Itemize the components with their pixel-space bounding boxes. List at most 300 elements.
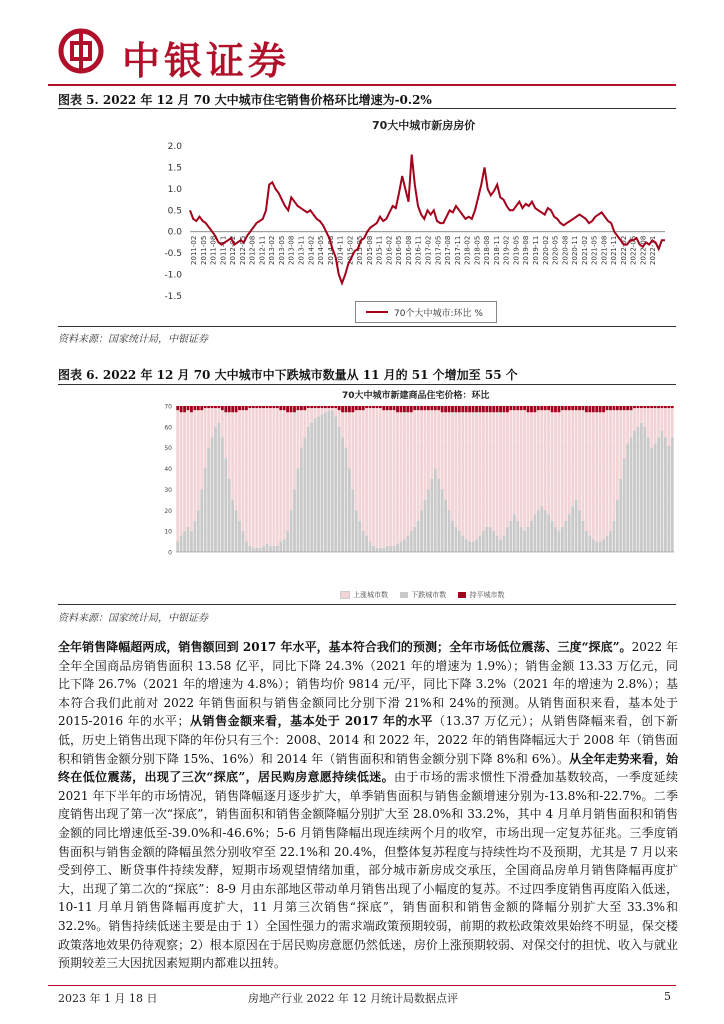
bar-down [272, 546, 275, 552]
bar-down [235, 510, 238, 552]
bar-up [331, 408, 334, 410]
bar-flat [272, 406, 275, 408]
bar-up [516, 410, 519, 521]
y-tick-label: 40 [164, 466, 172, 474]
bar-flat [537, 406, 540, 410]
bar-flat [585, 406, 588, 412]
bar-flat [400, 406, 403, 412]
bar-flat [602, 406, 605, 412]
bar-flat [331, 406, 334, 408]
bar-up [551, 412, 554, 520]
x-tick-label: 2012-08 [248, 235, 257, 265]
bar-up [341, 412, 344, 437]
bar-down [595, 542, 598, 552]
bar-up [207, 408, 210, 448]
bar-down [513, 514, 516, 552]
bar-down [540, 506, 543, 552]
bar-down [606, 535, 609, 552]
bar-down [190, 531, 193, 552]
bar-up [571, 410, 574, 506]
bar-up [279, 410, 282, 541]
bar-flat [259, 406, 262, 408]
bar-down [221, 437, 224, 552]
x-tick-label: 2014-11 [336, 235, 345, 265]
bar-down [472, 542, 475, 552]
bar-flat [616, 406, 619, 410]
legend-label-flat: 持平城市数 [469, 591, 505, 599]
bar-down [406, 535, 409, 552]
bar-up [606, 410, 609, 535]
bar-down [231, 500, 234, 552]
bar-up [657, 408, 660, 437]
bar-flat [382, 406, 385, 410]
bar-down [571, 506, 574, 552]
bar-flat [197, 406, 200, 410]
bar-down [242, 531, 245, 552]
x-tick-label: 2020-08 [561, 235, 570, 265]
y-tick-label: 0.5 [167, 206, 182, 217]
bar-flat [520, 406, 523, 410]
bar-flat [303, 406, 306, 410]
bar-down [259, 548, 262, 552]
x-tick-label: 2015-05 [356, 235, 365, 265]
bar-flat [503, 406, 506, 412]
x-tick-label: 2012-11 [258, 235, 267, 265]
x-tick-label: 2013-05 [277, 235, 286, 265]
bar-flat [551, 406, 554, 412]
bar-up [183, 412, 186, 531]
bar-down [448, 510, 451, 552]
bar-up [351, 412, 354, 489]
bar-down [547, 514, 550, 552]
y-tick-label: -1.5 [164, 292, 182, 302]
bar-down [283, 539, 286, 552]
bar-flat [657, 406, 660, 408]
bar-up [235, 412, 238, 510]
legend-item-flat [458, 590, 504, 600]
bar-down [300, 448, 303, 552]
bar-up [317, 408, 320, 416]
bar-down [650, 448, 653, 552]
bar-flat [558, 406, 561, 412]
bar-down [623, 458, 626, 552]
bar-down [461, 535, 464, 552]
bar-down [400, 542, 403, 552]
bar-flat [643, 406, 646, 408]
bar-down [266, 544, 269, 552]
bar-down [654, 444, 657, 552]
legend-label-up: 上涨城市数 [353, 591, 388, 599]
bar-down [396, 544, 399, 552]
bar-flat [496, 406, 499, 412]
bar-down [413, 527, 416, 552]
bar-flat [588, 406, 591, 412]
bar-down [362, 531, 365, 552]
bar-flat [276, 406, 279, 408]
figure6-bottom-rule [58, 604, 676, 605]
bar-up [592, 412, 595, 539]
bar-flat [204, 406, 207, 408]
figure5-title: 图表 5. 2022 年 12 月 70 大中城市住宅销售价格环比增速为-0.2% [58, 93, 432, 107]
x-tick-label: 2018-11 [492, 235, 501, 265]
bar-flat [667, 406, 670, 408]
bar-down [417, 521, 420, 552]
bar-flat [293, 406, 296, 412]
bar-flat [575, 406, 578, 410]
x-tick-label: 2015-08 [365, 235, 374, 265]
bar-up [197, 410, 200, 510]
bar-up [633, 408, 636, 431]
bar-up [506, 412, 509, 527]
bar-flat [266, 406, 269, 408]
bar-flat [619, 406, 622, 410]
bar-flat [376, 406, 379, 408]
bar-down [420, 510, 423, 552]
x-tick-label: 2016-08 [404, 235, 413, 265]
bar-flat [612, 406, 615, 410]
bar-up [441, 412, 444, 489]
bar-flat [633, 406, 636, 408]
bar-down [619, 479, 622, 552]
x-tick-label: 2020-11 [571, 235, 580, 265]
bar-up [530, 412, 533, 520]
bar-flat [547, 406, 550, 410]
bar-up [503, 412, 506, 535]
bar-up [424, 410, 427, 500]
bar-down [609, 531, 612, 552]
footer-date: 2023 年 1 月 18 日 [58, 992, 158, 1005]
bar-up [558, 412, 561, 531]
bar-flat [231, 406, 234, 412]
bar-flat [630, 406, 633, 410]
bar-flat [242, 406, 245, 410]
bar-down [348, 469, 351, 552]
bar-up [372, 408, 375, 546]
bar-down [276, 546, 279, 552]
bar-up [272, 408, 275, 546]
bar-up [214, 408, 217, 427]
y-tick-label: -1.0 [164, 270, 182, 281]
bar-down [248, 546, 251, 552]
bar-flat [582, 406, 585, 410]
x-tick-label: 2016-11 [414, 235, 423, 265]
bar-down [485, 527, 488, 552]
bar-up [437, 410, 440, 479]
bar-flat [472, 406, 475, 412]
bar-down [554, 527, 557, 552]
bar-up [238, 410, 241, 521]
bar-up [465, 412, 468, 539]
bar-up [300, 410, 303, 448]
bar-down [640, 423, 643, 552]
bar-flat [403, 406, 406, 412]
bar-down [544, 510, 547, 552]
bar-flat [255, 406, 258, 408]
bar-up [242, 410, 245, 531]
bar-down [393, 546, 396, 552]
body-text-1: 2022 年全年全国商品房销售面积 13.58 亿平，同比下降 24.3%（2021 年的增速为 1.9%）；销售金额 13.33 万亿元，同比下降 26.7%（2021 年的增速为 4.8%）；销售均价 9814 元/平，同比下降 3.2%（2021 年的增速为 2.8%）；基本符合我们此前对 2022 年销售面积与销售金额同比分别下滑 21%和 24%的预测。从销售面积来看，基本处于 2015-2016 年的水平； [58, 640, 679, 729]
bar-up [582, 410, 585, 521]
bar-flat [609, 406, 612, 410]
chart2-legend [340, 590, 514, 600]
bar-up [619, 410, 622, 479]
chart2-stacked-bar-chart [138, 400, 678, 610]
bar-flat [533, 406, 536, 412]
x-tick-label: 2011-02 [190, 235, 198, 265]
x-tick-label: 2022-05 [629, 235, 638, 265]
bar-flat [334, 406, 337, 408]
bar-flat [664, 406, 667, 408]
bar-flat [410, 406, 413, 412]
bank-of-china-logo-icon [58, 28, 104, 74]
bar-flat [475, 406, 478, 412]
bar-flat [527, 406, 530, 412]
y-tick-label: 1.0 [167, 184, 182, 195]
bar-flat [499, 406, 502, 412]
bar-flat [506, 406, 509, 412]
bar-flat [485, 406, 488, 412]
bar-up [458, 412, 461, 531]
bar-up [568, 410, 571, 514]
bar-flat [626, 406, 629, 410]
x-tick-label: 2017-05 [434, 235, 443, 265]
bar-down [588, 535, 591, 552]
bar-flat [599, 406, 602, 412]
bar-flat [530, 406, 533, 412]
bar-down [661, 431, 664, 552]
legend-swatch-up [340, 591, 350, 599]
bar-down [200, 489, 203, 552]
bar-flat [458, 406, 461, 412]
bar-down [647, 437, 650, 552]
body-bold-1: 全年销售降幅超两成，销售额回到 2017 年水平，基本符合我们的预测；全年市场低位震荡、三度“探底”。 [58, 640, 632, 654]
x-tick-label: 2012-02 [229, 235, 238, 265]
bar-flat [516, 406, 519, 410]
figure6-top-rule [58, 384, 676, 385]
bar-flat [637, 406, 640, 408]
x-tick-label: 2019-08 [522, 235, 531, 265]
bar-down [441, 489, 444, 552]
bar-flat [338, 406, 341, 410]
bar-up [369, 408, 372, 541]
y-tick-label: -0.5 [164, 249, 182, 260]
bar-up [499, 412, 502, 539]
bar-down [204, 469, 207, 552]
bar-down [310, 423, 313, 552]
bar-flat [187, 406, 190, 410]
bar-down [437, 479, 440, 552]
bar-flat [362, 406, 365, 410]
bar-down [643, 427, 646, 552]
bar-down [530, 521, 533, 552]
bar-flat [424, 406, 427, 410]
bar-flat [561, 406, 564, 410]
bar-down [482, 531, 485, 552]
bar-up [193, 410, 196, 521]
bar-down [558, 531, 561, 552]
bar-up [314, 408, 317, 418]
bar-flat [358, 406, 361, 410]
bar-up [224, 412, 227, 458]
bar-down [317, 416, 320, 552]
bar-up [218, 408, 221, 423]
bar-flat [540, 406, 543, 410]
bar-down [187, 527, 190, 552]
bar-up [417, 410, 420, 521]
bar-down [176, 542, 179, 552]
bar-down [465, 539, 468, 552]
bar-up [575, 410, 578, 500]
bar-up [578, 410, 581, 510]
bar-up [544, 410, 547, 510]
bar-flat [221, 406, 224, 410]
bar-up [599, 412, 602, 541]
bar-flat [489, 406, 492, 412]
bar-flat [650, 406, 653, 408]
bar-flat [321, 406, 324, 408]
bar-up [647, 408, 650, 437]
bar-down [564, 521, 567, 552]
x-tick-label: 2011-11 [219, 235, 228, 265]
bar-flat [314, 406, 317, 408]
bar-down [338, 427, 341, 552]
header-divider [48, 84, 676, 86]
bar-down [331, 410, 334, 552]
bar-down [351, 489, 354, 552]
bar-flat [297, 406, 300, 410]
bar-down [509, 521, 512, 552]
bar-up [640, 408, 643, 423]
bar-down [468, 542, 471, 552]
bar-flat [228, 406, 231, 412]
bar-flat [283, 406, 286, 410]
bar-up [485, 412, 488, 527]
x-tick-label: 2011-08 [209, 235, 218, 265]
bar-flat [465, 406, 468, 412]
bar-up [187, 410, 190, 527]
bar-up [623, 410, 626, 458]
x-tick-label: 2015-02 [346, 235, 355, 265]
bar-down [434, 469, 437, 552]
bar-flat [211, 406, 214, 408]
x-tick-label: 2020-02 [541, 235, 550, 265]
bar-down [499, 539, 502, 552]
bar-up [637, 408, 640, 427]
x-tick-label: 2022-11 [649, 235, 658, 265]
x-tick-label: 2015-11 [375, 235, 384, 265]
bar-down [321, 414, 324, 552]
bar-down [218, 423, 221, 552]
bar-down [183, 531, 186, 552]
x-tick-label: 2017-08 [444, 235, 453, 265]
footer-page-number: 5 [664, 990, 671, 1003]
bar-up [643, 408, 646, 427]
bar-down [290, 510, 293, 552]
bar-flat [417, 406, 420, 410]
bar-up [626, 410, 629, 443]
bar-down [575, 500, 578, 552]
legend-swatch-down [400, 592, 408, 598]
bar-down [279, 542, 282, 552]
bar-flat [427, 406, 430, 410]
bar-up [324, 408, 327, 412]
bar-flat [661, 406, 664, 408]
bar-up [509, 410, 512, 521]
bar-flat [571, 406, 574, 410]
bar-flat [451, 406, 454, 412]
bar-down [582, 521, 585, 552]
bar-flat [523, 406, 526, 410]
bar-up [451, 412, 454, 520]
chart2-title: 70大中城市新建商品住宅价格：环比 [342, 391, 490, 401]
bar-flat [479, 406, 482, 412]
x-tick-label: 2012-05 [238, 235, 247, 265]
bar-flat [183, 406, 186, 412]
bar-down [667, 446, 670, 552]
bar-up [290, 412, 293, 510]
figure6-title: 图表 6. 2022 年 12 月 70 大中城市中下跌城市数量从 11 月的 51 个增加至 55 个 [58, 368, 518, 382]
bar-up [334, 408, 337, 416]
body-bold-3: 从全年走势来看，始终在低位震荡，出现了三次“探底”，居民购房意愿持续低迷。 [58, 751, 678, 785]
bar-up [616, 410, 619, 500]
bar-up [454, 412, 457, 527]
bar-up [269, 408, 272, 546]
bar-down [568, 514, 571, 552]
bar-up [345, 412, 348, 447]
bar-up [283, 410, 286, 539]
bar-flat [214, 406, 217, 408]
bar-down [303, 437, 306, 552]
bar-flat [578, 406, 581, 410]
bar-flat [341, 406, 344, 412]
x-tick-label: 2013-11 [297, 235, 306, 265]
x-tick-label: 2018-08 [483, 235, 492, 265]
bar-up [248, 408, 251, 546]
bar-flat [372, 406, 375, 408]
bar-down [475, 539, 478, 552]
bar-up [533, 412, 536, 514]
figure5-source: 资料来源：国家统计局，中银证券 [58, 334, 208, 345]
legend-series-label: 70个大中城市:环比 % [394, 309, 483, 319]
chart1-legend [355, 301, 497, 323]
bar-up [293, 412, 296, 489]
y-tick-label: 70 [164, 403, 172, 411]
legend-item-down [400, 590, 446, 600]
bar-flat [441, 406, 444, 412]
bar-up [389, 410, 392, 546]
bar-flat [671, 406, 674, 408]
bar-up [523, 410, 526, 531]
bar-down [602, 539, 605, 552]
bar-flat [606, 406, 609, 410]
bar-up [475, 412, 478, 539]
bar-flat [180, 406, 183, 412]
bar-up [420, 410, 423, 510]
bar-down [612, 521, 615, 552]
bar-down [523, 531, 526, 552]
bar-down [454, 527, 457, 552]
x-tick-label: 2013-08 [287, 235, 296, 265]
bar-down [238, 521, 241, 552]
bar-up [396, 412, 399, 543]
bar-flat [413, 406, 416, 410]
chart1-title: 70大中城市新房房价 [372, 119, 476, 132]
bar-flat [482, 406, 485, 412]
bar-down [520, 527, 523, 552]
bar-down [228, 479, 231, 552]
bar-down [424, 500, 427, 552]
bar-up [266, 408, 269, 544]
